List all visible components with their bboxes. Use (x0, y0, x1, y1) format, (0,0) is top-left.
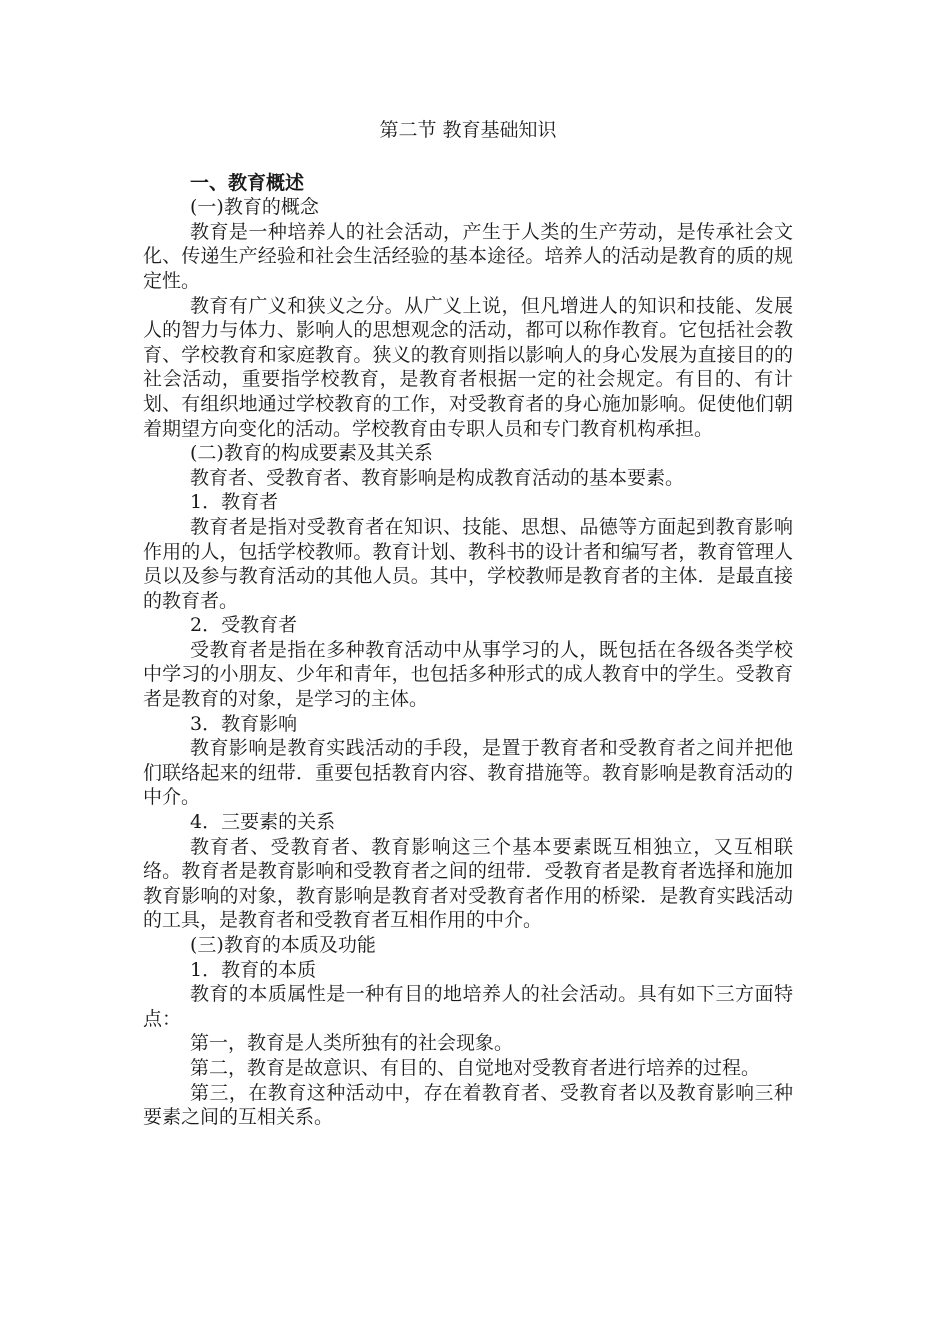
item-title: 4．三要素的关系 (190, 811, 336, 834)
subsection-title: (二)教育的构成要素及其关系 (190, 442, 433, 465)
document-page (143, 118, 793, 1130)
item-title: 3．教育影响 (190, 712, 298, 735)
subsection-title: (三)教育的本质及功能 (190, 934, 376, 956)
paragraph: 教育者是指对受教育者在知识、技能、思想、品德等方面起到教育影响作用的人，包括学校教师。教育计划、教科书的设计者和编写者，教育管理人员以及参与教育活动的其他人员。其中，学校教师是教育者的主体．是最直接的教育者。 (143, 515, 793, 612)
paragraph: 第一，教育是人类所独有的社会现象。 (190, 1032, 514, 1055)
item-title: 2．受教育者 (190, 614, 298, 637)
paragraph: 教育者、受教育者、教育影响是构成教育活动的基本要素。 (190, 466, 685, 489)
paragraph: 受教育者是指在多种教育活动中从事学习的人，既包括在各级各类学校中学习的小朋友、少年和青年，也包括多种形式的成人教育中的学生。受教育者是教育的对象，是学习的主体。 (143, 638, 793, 711)
item-title: 1．教育者 (190, 491, 279, 514)
section-title: 第二节 教育基础知识 (379, 119, 557, 141)
heading-1: 一、教育概述 (190, 171, 305, 194)
item-title: 1．教育的本质 (190, 958, 317, 981)
paragraph: 教育是一种培养人的社会活动，产生于人类的生产劳动，是传承社会文化、传递生产经验和社会生活经验的基本途径。培养人的活动是教育的质的规定性。 (143, 220, 793, 292)
paragraph: 教育有广义和狭义之分。从广义上说，但凡增进人的知识和技能、发展人的智力与体力、影响人的思想观念的活动，都可以称作教育。它包括社会教育、学校教育和家庭教育。狭义的教育则指以影响人的身心发展为直接目的的社会活动，重要指学校教育，是教育者根据一定的社会规定。有目的、有计划、有组织地通过学校教育的工作，对受教育者的身心施加影响。促使他们朝着期望方向变化的活动。学校教育由专职人员和专门教育机构承担。 (143, 294, 793, 440)
subsection-title: (一)教育的概念 (190, 196, 319, 219)
paragraph: 教育影响是教育实践活动的手段，是置于教育者和受教育者之间并把他们联络起来的纽带．重要包括教育内容、教育措施等。教育影响是教育活动的中介。 (143, 737, 793, 809)
paragraph: 第三，在教育这种活动中，存在着教育者、受教育者以及教育影响三种要素之间的互相关系。 (143, 1081, 793, 1129)
paragraph: 教育者、受教育者、教育影响这三个基本要素既互相独立，又互相联络。教育者是教育影响和受教育者之间的纽带．受教育者是教育者选择和施加教育影响的对象，教育影响是教育者对受教育者作用的桥梁．是教育实践活动的工具，是教育者和受教育者互相作用的中介。 (143, 835, 793, 932)
paragraph: 教育的本质属性是一种有目的地培养人的社会活动。具有如下三方面特点： (143, 983, 793, 1030)
paragraph: 第二，教育是故意识、有目的、自觉地对受教育者进行培养的过程。 (190, 1056, 761, 1079)
